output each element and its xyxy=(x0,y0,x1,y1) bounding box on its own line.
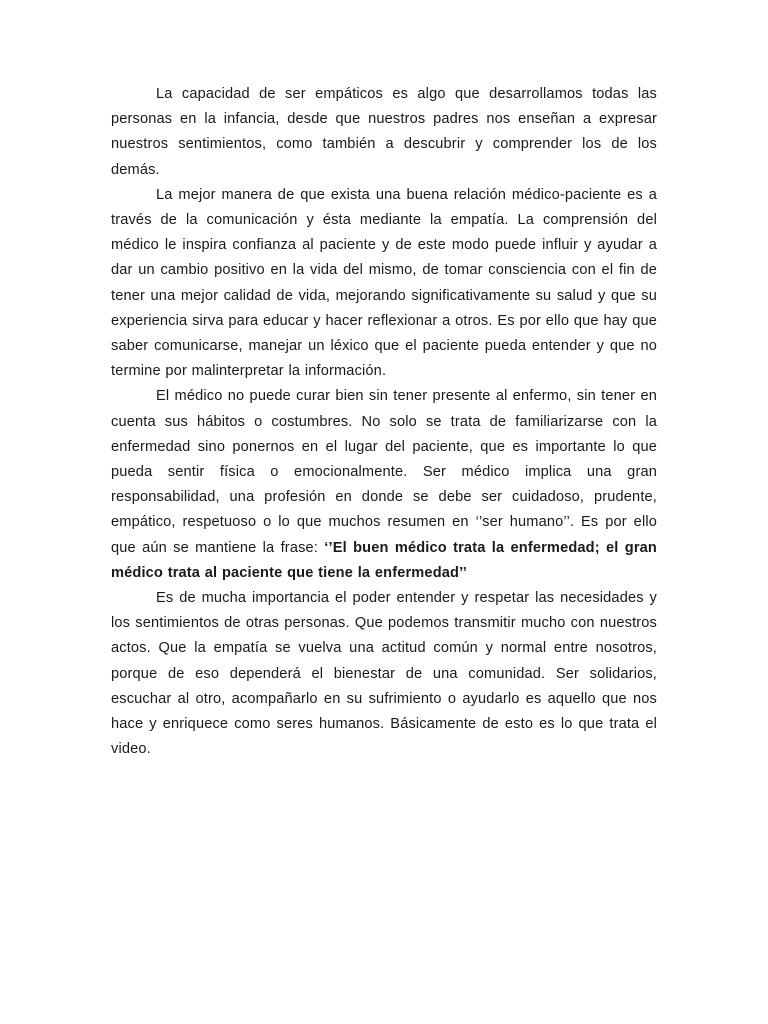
paragraph-3-text: El médico no puede curar bien sin tener presente al enfermo, sin tener en cuenta sus hábitos o costumbres. No solo se trata de familiarizarse con la enfermedad sino ponernos en el lugar del paciente, que es importante lo que pueda sentir física o emocionalmente. Ser médico implica una gran responsabilidad, una profesión en donde se debe ser cuidadoso, prudente, empático, respetuoso o lo que muchos resumen en ‘’ser humano’’. Es por ello que aún se mantiene la frase: xyxy=(111,388,657,556)
document-body xyxy=(111,82,657,762)
paragraph-2: La mejor manera de que exista una buena relación médico-paciente es a través de la comunicación y ésta mediante la empatía. La comprensión del médico le inspira confianza al paciente y de este modo puede influir y ayudar a dar un cambio positivo en la vida del mismo, de tomar consciencia con el fin de tener una mejor calidad de vida, mejorando significativamente su salud y que su experiencia sirva para educar y hacer reflexionar a otros. Es por ello que hay que saber comunicarse, manejar un léxico que el paciente pueda entender y que no termine por malinterpretar la información. xyxy=(111,186,657,380)
paragraph-1: La capacidad de ser empáticos es algo que desarrollamos todas las personas en la infancia, desde que nuestros padres nos enseñan a expresar nuestros sentimientos, como también a descubrir y comprender los de los demás. xyxy=(111,86,657,178)
paragraph-4: Es de mucha importancia el poder entender y respetar las necesidades y los sentimientos de otras personas. Que podemos transmitir mucho con nuestros actos. Que la empatía se vuelva una actitud común y normal entre nosotros, porque de eso dependerá el bienestar de una comunidad. Ser solidarios, escuchar al otro, acompañarlo en su sufrimiento o ayudarlo es aquello que nos hace y enriquece como seres humanos. Básicamente de esto es lo que trata el video. xyxy=(111,590,657,758)
paragraph-3 xyxy=(111,384,657,586)
bold-quote: ‘’El buen médico trata la enfermedad; el gran médico trata al paciente que tiene la enfermedad’’ xyxy=(111,539,657,581)
